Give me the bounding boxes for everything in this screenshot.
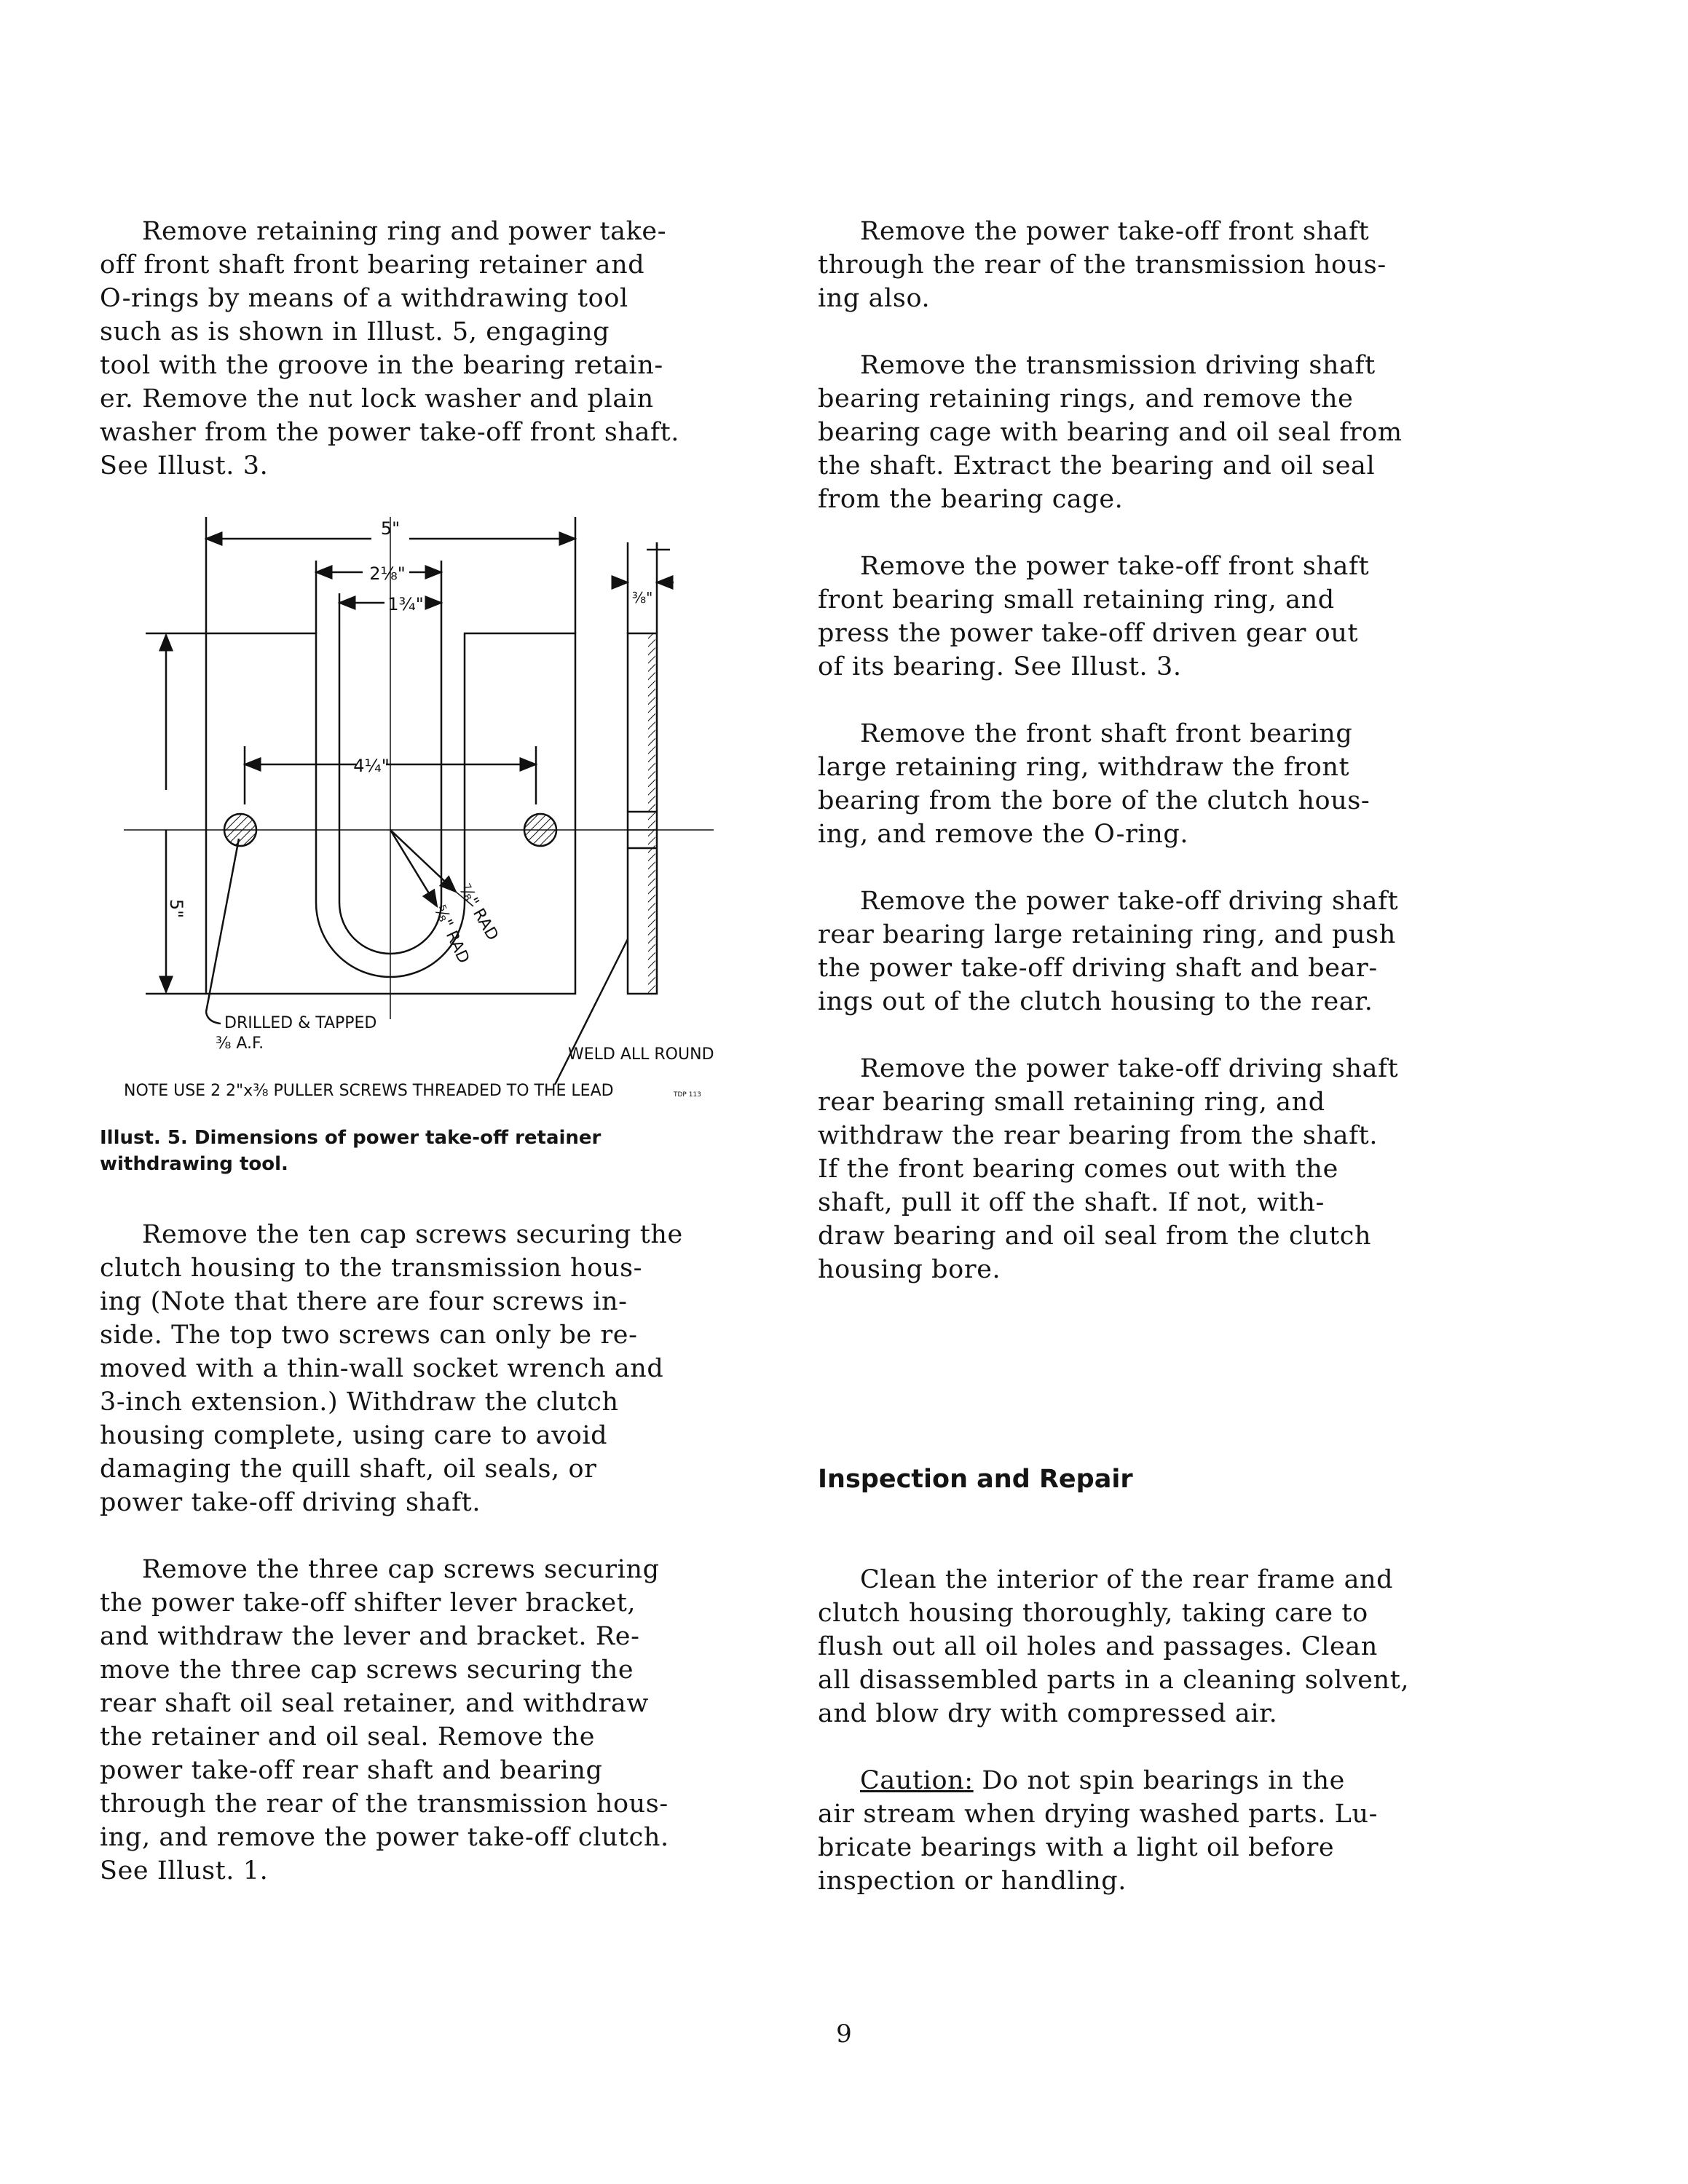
caution-label: Caution: <box>860 1766 974 1795</box>
label-weld: WELD ALL ROUND <box>568 1045 714 1064</box>
caution-text: Do not spin bearings in the air stream when drying washed parts. Lu- bricate bearings with a light oil before inspection or handling. <box>818 1766 1379 1896</box>
label-drilled-tapped: DRILLED & TAPPED <box>224 1014 377 1032</box>
tapped-hole-left <box>224 814 256 846</box>
left-paragraph-1: Remove retaining ring and power take- off front shaft front bearing retainer and O-rings by means of a withdrawing tool such as is shown in Illust. 5, engaging tool with the groove in the bearing retain- er. Remove the nut lock washer and plain washer from the power take-off front shaft. See Illust. 3. <box>100 217 680 480</box>
section-heading: Inspection and Repair <box>818 1465 1133 1494</box>
left-paragraph-3: Remove the three cap screws securing the power take-off shifter lever bracket, and withdraw the lever and bracket. Re- move the three cap screws securing the rear shaft oil seal retainer, and withdraw the retainer and oil seal. Remove the power take-off rear shaft and bearing through the rear of the transmission hous- ing, and remove the power take-off clutch. See Illust. 1. <box>100 1555 669 1886</box>
tapped-hole-right <box>524 814 556 846</box>
dim-5-top: 5" <box>380 518 401 539</box>
figure-note: NOTE USE 2 2"x⅜ PULLER SCREWS THREADED TO THE LEAD <box>124 1082 614 1100</box>
dim-2-1-8: 2⅛" <box>369 563 406 584</box>
right-column-lower <box>818 1563 1488 1898</box>
caution-paragraph <box>818 1764 1488 1898</box>
left-column-lower <box>100 1218 755 1888</box>
dim-5-left: 5" <box>166 898 186 919</box>
right-column <box>818 215 1488 1286</box>
figure-caption: Illust. 5. Dimensions of power take-off retainer withdrawing tool. <box>100 1127 602 1175</box>
right-paragraph-1: Remove the power take-off front shaft through the rear of the transmission hous- ing also. <box>818 217 1387 313</box>
tiny-ref: TDP 113 <box>674 1091 701 1099</box>
left-paragraph-2: Remove the ten cap screws securing the clutch housing to the transmission hous- ing (Note that there are four screws in- side. The top two screws can only be re- moved with a thin-wall socket wrench and 3-inch extension.) Withdraw the clutch housing complete, using care to avoid damaging the quill shaft, oil seals, or power take-off driving shaft. <box>100 1220 683 1517</box>
right-paragraph-3: Remove the power take-off front shaft front bearing small retaining ring, and press the power take-off driven gear out of its bearing. See Illust. 3. <box>818 552 1370 681</box>
dim-7-8-rad: ⅞" RAD <box>454 881 502 944</box>
puller-tool-drawing <box>109 510 735 1114</box>
right-paragraph-7: Clean the interior of the rear frame and clutch housing thoroughly, taking care to flush out all oil holes and passages. Clean all disassembled parts in a cleaning solvent, and blow dry with compressed air. <box>818 1565 1410 1728</box>
label-af: ⅜ A.F. <box>216 1034 264 1053</box>
right-paragraph-2: Remove the transmission driving shaft bearing retaining rings, and remove the bearing cage with bearing and oil seal from the shaft. Extract the bearing and oil seal from the bearing cage. <box>818 351 1403 514</box>
right-paragraph-4: Remove the front shaft front bearing large retaining ring, withdraw the front bearing from the bore of the clutch hous- ing, and remove the O-ring. <box>818 719 1370 849</box>
right-paragraph-6: Remove the power take-off driving shaft rear bearing small retaining ring, and withdraw the rear bearing from the shaft. If the front bearing comes out with the shaft, pull it off the shaft. If not, with- draw bearing and oil seal from the clutch housing bore. <box>818 1054 1399 1284</box>
left-column <box>100 215 755 483</box>
page-number: 9 <box>836 2019 852 2049</box>
dim-5-8-rad: ⅝" RAD <box>430 902 473 967</box>
right-paragraph-5: Remove the power take-off driving shaft rear bearing large retaining ring, and push the power take-off driving shaft and bear- ings out of the clutch housing to the rear. <box>818 887 1399 1016</box>
dim-3-8: ⅜" <box>631 589 653 606</box>
dim-4-1-4: 4¼" <box>353 756 390 776</box>
dim-1-3-4: 1¾" <box>387 594 424 614</box>
